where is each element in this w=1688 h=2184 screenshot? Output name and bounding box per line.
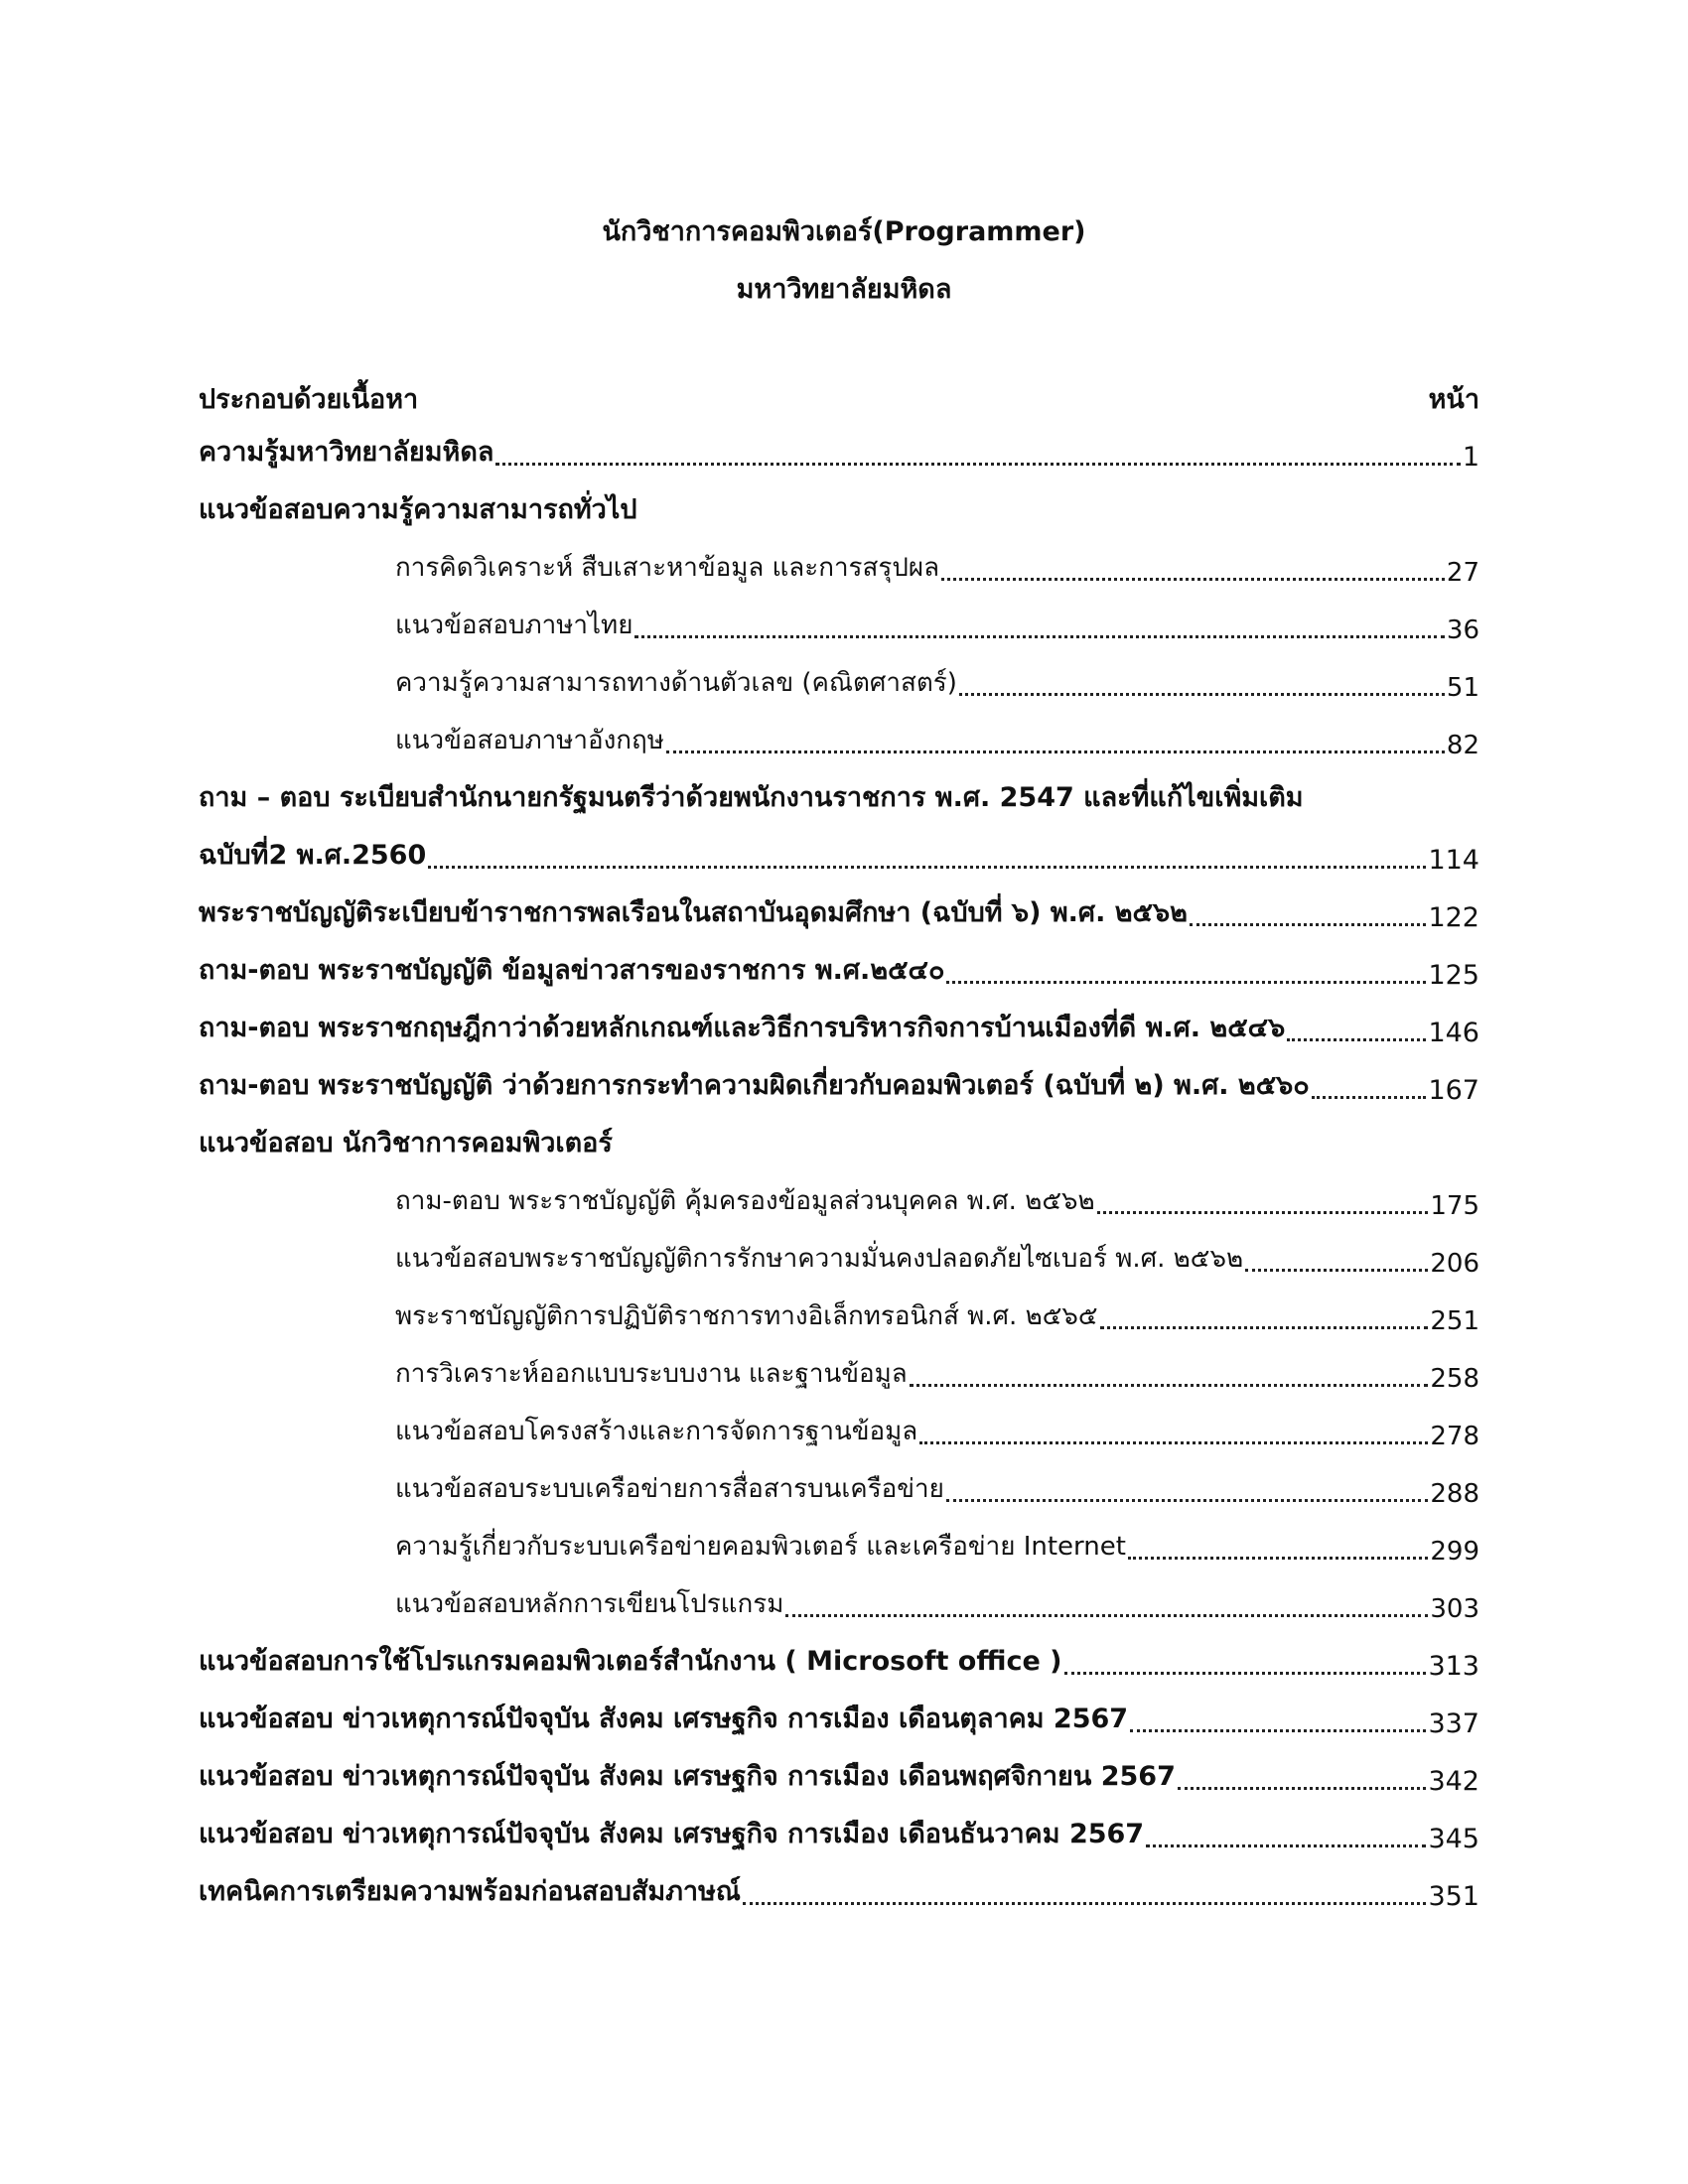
toc-entry-page: 342	[1428, 1766, 1479, 1797]
toc-entry	[199, 657, 1479, 715]
toc-entry-page: 114	[1428, 845, 1479, 876]
toc-entry	[199, 715, 1479, 772]
toc-dot-leader	[919, 1441, 1428, 1444]
toc-dot-leader	[910, 1384, 1429, 1387]
toc-entry-title: แนวข้อสอบ ข่าวเหตุการณ์ปัจจุบัน สังคม เศรษฐกิจ การเมือง เดือนธันวาคม 2567	[199, 1819, 1145, 1849]
toc-entry-title: ฉบับที่2 พ.ศ.2560	[199, 840, 427, 871]
toc-entries	[199, 427, 1479, 1924]
toc-entry-title: แนวข้อสอบระบบเครือข่ายการสื่อสารบนเครือข่าย	[395, 1474, 944, 1504]
toc-dot-leader	[1190, 923, 1427, 926]
toc-dot-leader	[743, 1902, 1427, 1905]
toc-entry	[199, 427, 1479, 484]
toc-entry-page: 206	[1430, 1249, 1479, 1279]
toc-entry	[199, 1175, 1479, 1233]
toc-dot-leader	[1245, 1269, 1428, 1272]
toc-entry	[199, 600, 1479, 657]
toc-dot-leader	[1097, 1211, 1429, 1214]
toc-dot-leader	[1178, 1787, 1427, 1790]
toc-entry-title: ความรู้ความสามารถทางด้านตัวเลข (คณิตศาสตร์)	[395, 668, 957, 698]
document-title: นักวิชาการคอมพิวเตอร์(Programmer)	[602, 216, 1086, 247]
toc-entry	[199, 1694, 1479, 1751]
title-block	[0, 204, 1688, 319]
toc-entry-page: 337	[1428, 1708, 1479, 1739]
toc-entry-page: 351	[1428, 1881, 1479, 1912]
toc-entry-page: 146	[1428, 1018, 1479, 1048]
toc-dot-leader	[946, 1499, 1428, 1502]
toc-entry	[199, 484, 1479, 542]
toc-entry-title: แนวข้อสอบหลักการเขียนโปรแกรม	[395, 1589, 784, 1619]
toc-dot-leader	[785, 1614, 1428, 1617]
toc-entry	[199, 1003, 1479, 1060]
toc-entry-page: 1	[1462, 442, 1479, 473]
toc-entry-title: ถาม-ตอบ พระราชบัญญัติ ข้อมูลข่าวสารของราชการ พ.ศ.๒๕๔๐	[199, 955, 945, 986]
toc-entry-page: 82	[1446, 731, 1479, 760]
toc-entry-title: แนวข้อสอบ ข่าวเหตุการณ์ปัจจุบัน สังคม เศรษฐกิจ การเมือง เดือนพฤศจิกายน 2567	[199, 1761, 1176, 1792]
toc-entry-page: 175	[1430, 1191, 1479, 1221]
toc-header	[199, 369, 1479, 427]
toc-entry	[199, 1809, 1479, 1866]
table-of-contents	[199, 369, 1479, 1924]
toc-entry-title: เทคนิคการเตรียมความพร้อมก่อนสอบสัมภาษณ์	[199, 1876, 741, 1907]
toc-dot-leader	[1100, 1326, 1429, 1329]
toc-entry	[199, 1636, 1479, 1694]
toc-entry	[199, 1118, 1479, 1175]
toc-entry-title: พระราชบัญญัติการปฏิบัติราชการทางอิเล็กทรอนิกส์ พ.ศ. ๒๕๖๕	[395, 1301, 1098, 1331]
toc-dot-leader	[666, 751, 1445, 753]
toc-entry	[199, 542, 1479, 600]
toc-entry-title: แนวข้อสอบภาษาอังกฤษ	[395, 726, 664, 755]
toc-entry	[199, 1521, 1479, 1578]
toc-entry-page: 303	[1430, 1594, 1479, 1624]
toc-entry-title: การวิเคราะห์ออกแบบระบบงาน และฐานข้อมูล	[395, 1359, 908, 1389]
toc-entry-page: 167	[1428, 1075, 1479, 1106]
document-subtitle: มหาวิทยาลัยมหิดล	[736, 274, 952, 305]
toc-entry-title: แนวข้อสอบภาษาไทย	[395, 611, 633, 640]
toc-entry	[199, 1866, 1479, 1924]
toc-entry	[199, 1578, 1479, 1636]
toc-entry	[199, 887, 1479, 945]
toc-entry-title: พระราชบัญญัติระเบียบข้าราชการพลเรือนในสถาบันอุดมศึกษา (ฉบับที่ ๖) พ.ศ. ๒๕๖๒	[199, 897, 1188, 928]
toc-dot-leader	[1146, 1844, 1426, 1847]
toc-entry-title: ถาม-ตอบ พระราชบัญญัติ ว่าด้วยการกระทำความผิดเกี่ยวกับคอมพิวเตอร์ (ฉบับที่ ๒) พ.ศ. ๒๕๖๐	[199, 1070, 1310, 1101]
toc-entry-title: ถาม-ตอบ พระราชกฤษฎีกาว่าด้วยหลักเกณฑ์และวิธีการบริหารกิจการบ้านเมืองที่ดี พ.ศ. ๒๕๔๖	[199, 1013, 1286, 1043]
toc-dot-leader	[1130, 1729, 1426, 1732]
toc-entry-page: 299	[1430, 1537, 1479, 1567]
toc-dot-leader	[1064, 1672, 1427, 1675]
toc-entry	[199, 1060, 1479, 1118]
toc-entry-title: แนวข้อสอบ นักวิชาการคอมพิวเตอร์	[199, 1128, 613, 1159]
toc-entry-page: 36	[1446, 615, 1479, 645]
toc-entry-title: การคิดวิเคราะห์ สืบเสาะหาข้อมูล และการสรุปผล	[395, 553, 940, 583]
toc-entry-page: 313	[1428, 1651, 1479, 1682]
toc-entry-title: ความรู้เกี่ยวกับระบบเครือข่ายคอมพิวเตอร์ และเครือข่าย Internet	[395, 1532, 1126, 1562]
toc-entry-title: แนวข้อสอบโครงสร้างและการจัดการฐานข้อมูล	[395, 1417, 918, 1446]
toc-entry-page: 125	[1428, 960, 1479, 991]
toc-entry-title: แนวข้อสอบความรู้ความสามารถทั่วไป	[199, 494, 637, 525]
toc-entry	[199, 1348, 1479, 1406]
toc-entry-page: 251	[1430, 1306, 1479, 1336]
toc-entry-title: แนวข้อสอบพระราชบัญญัติการรักษาความมั่นคงปลอดภัยไซเบอร์ พ.ศ. ๒๕๖๒	[395, 1244, 1244, 1274]
toc-entry-title: ถาม-ตอบ พระราชบัญญัติ คุ้มครองข้อมูลส่วนบุคคล พ.ศ. ๒๕๖๒	[395, 1186, 1095, 1216]
toc-entry-page: 278	[1430, 1422, 1479, 1451]
toc-entry	[199, 945, 1479, 1003]
toc-dot-leader	[428, 866, 1426, 869]
toc-entry-page: 122	[1428, 902, 1479, 933]
toc-dot-leader	[1287, 1038, 1426, 1041]
toc-entry-page: 288	[1430, 1479, 1479, 1509]
toc-header-contents: ประกอบด้วยเนื้อหา	[199, 383, 419, 415]
toc-entry-title: แนวข้อสอบการใช้โปรแกรมคอมพิวเตอร์สำนักงาน ( Microsoft office )	[199, 1646, 1062, 1677]
toc-entry-title: ความรู้มหาวิทยาลัยมหิดล	[199, 437, 494, 468]
toc-entry-title: แนวข้อสอบ ข่าวเหตุการณ์ปัจจุบัน สังคม เศรษฐกิจ การเมือง เดือนตุลาคม 2567	[199, 1704, 1129, 1734]
toc-dot-leader	[941, 578, 1445, 581]
toc-dot-leader	[946, 981, 1426, 984]
toc-header-page: หน้า	[1428, 383, 1479, 415]
toc-entry	[199, 1233, 1479, 1291]
toc-entry	[199, 830, 1479, 887]
toc-entry-page: 258	[1430, 1364, 1479, 1394]
toc-dot-leader	[495, 463, 1460, 466]
toc-entry	[199, 1463, 1479, 1521]
toc-entry-page: 345	[1428, 1824, 1479, 1854]
toc-entry-page: 51	[1446, 673, 1479, 703]
toc-dot-leader	[959, 693, 1445, 696]
toc-entry	[199, 1751, 1479, 1809]
toc-dot-leader	[634, 635, 1444, 638]
toc-entry-page: 27	[1446, 558, 1479, 588]
toc-dot-leader	[1128, 1557, 1428, 1560]
toc-entry	[199, 1406, 1479, 1463]
toc-entry-title: ถาม – ตอบ ระเบียบสำนักนายกรัฐมนตรีว่าด้วยพนักงานราชการ พ.ศ. 2547 และที่แก้ไขเพิ่มเติม	[199, 782, 1304, 813]
toc-dot-leader	[1312, 1096, 1427, 1099]
toc-entry	[199, 772, 1479, 830]
toc-entry	[199, 1291, 1479, 1348]
